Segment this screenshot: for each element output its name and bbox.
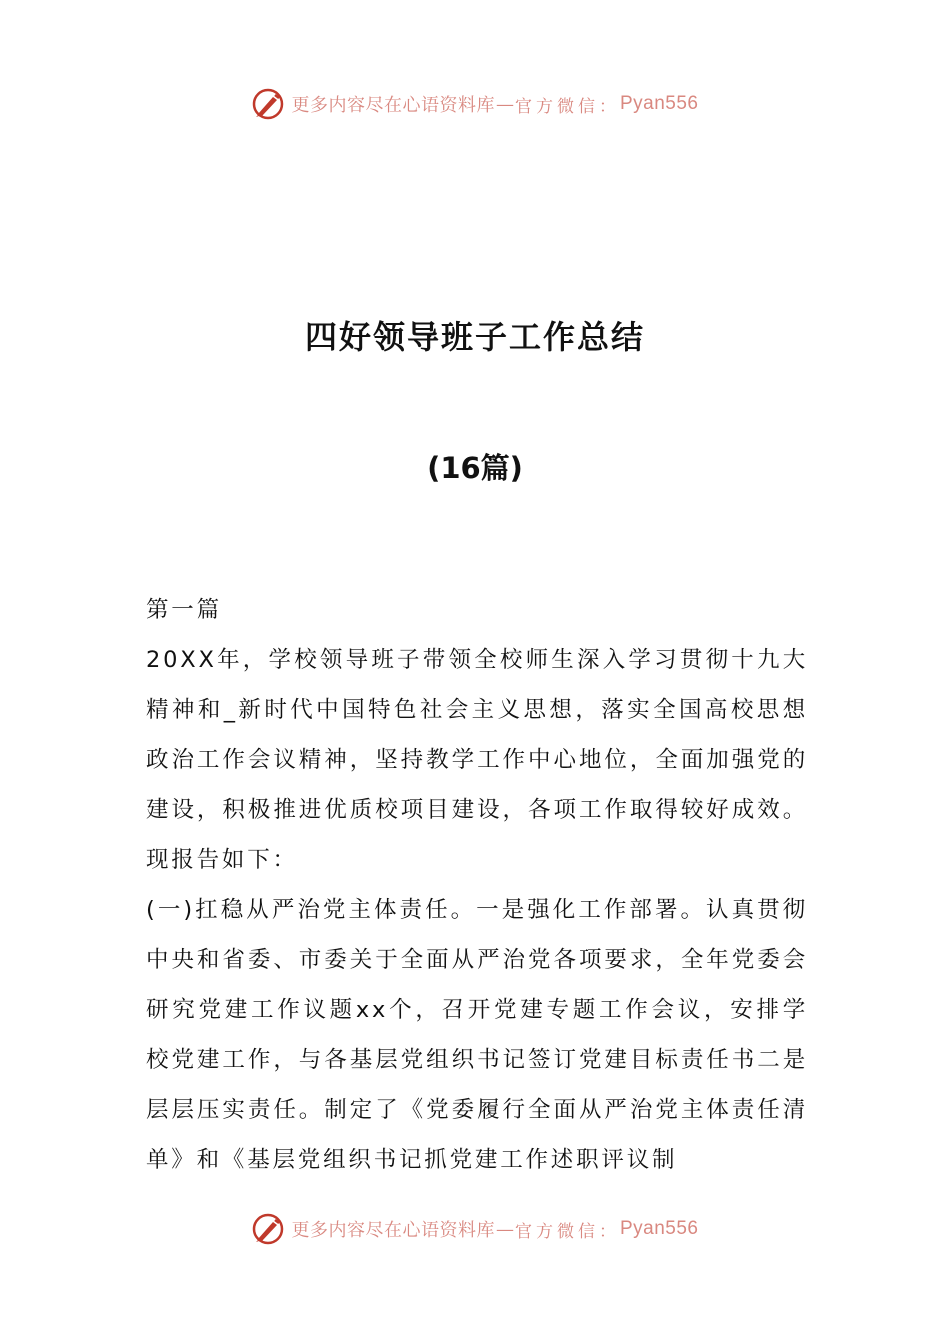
wechat-id: Pyan556: [619, 93, 699, 114]
separator-dash: —: [495, 93, 514, 115]
document-body: [146, 585, 808, 1185]
body-paragraph: (一)扛稳从严治党主体责任。一是强化工作部署。认真贯彻中央和省委、市委关于全面从严治党各项要求，全年党委会研究党建工作议题xx个，召开党建专题工作会议，安排学校党建工作，与各基层党组织书记签订党建目标责任书二是层层压实责任。制定了《党委履行全面从严治党主体责任清单》和《基层党组织书记抓党建工作述职评议制: [146, 897, 808, 1173]
document-title: 四好领导班子工作总结: [304, 318, 645, 356]
section-heading: 第一篇: [146, 597, 222, 623]
wechat-label: 官方微信：: [514, 96, 620, 117]
pen-logo-icon: [251, 1212, 285, 1246]
watermark-banner-bottom: [0, 1209, 950, 1249]
body-paragraph: 20XX年，学校领导班子带领全校师生深入学习贯彻十九大精神和_新时代中国特色社会主义思想，落实全国高校思想政治工作会议精神，坚持教学工作中心地位，全面加强党的建设，积极推进优质校项目建设，各项工作取得较好成效。现报告如下：: [146, 647, 808, 873]
watermark-banner-top: [0, 84, 950, 124]
promo-text: 更多内容尽在心语资料库: [291, 1220, 495, 1241]
document-subtitle: (16篇): [427, 451, 523, 485]
wechat-label: 官方微信：: [514, 1221, 620, 1242]
pen-logo-icon: [251, 87, 285, 121]
promo-text: 更多内容尽在心语资料库: [291, 95, 495, 116]
wechat-id: Pyan556: [619, 1218, 699, 1239]
separator-dash: —: [495, 1218, 514, 1240]
